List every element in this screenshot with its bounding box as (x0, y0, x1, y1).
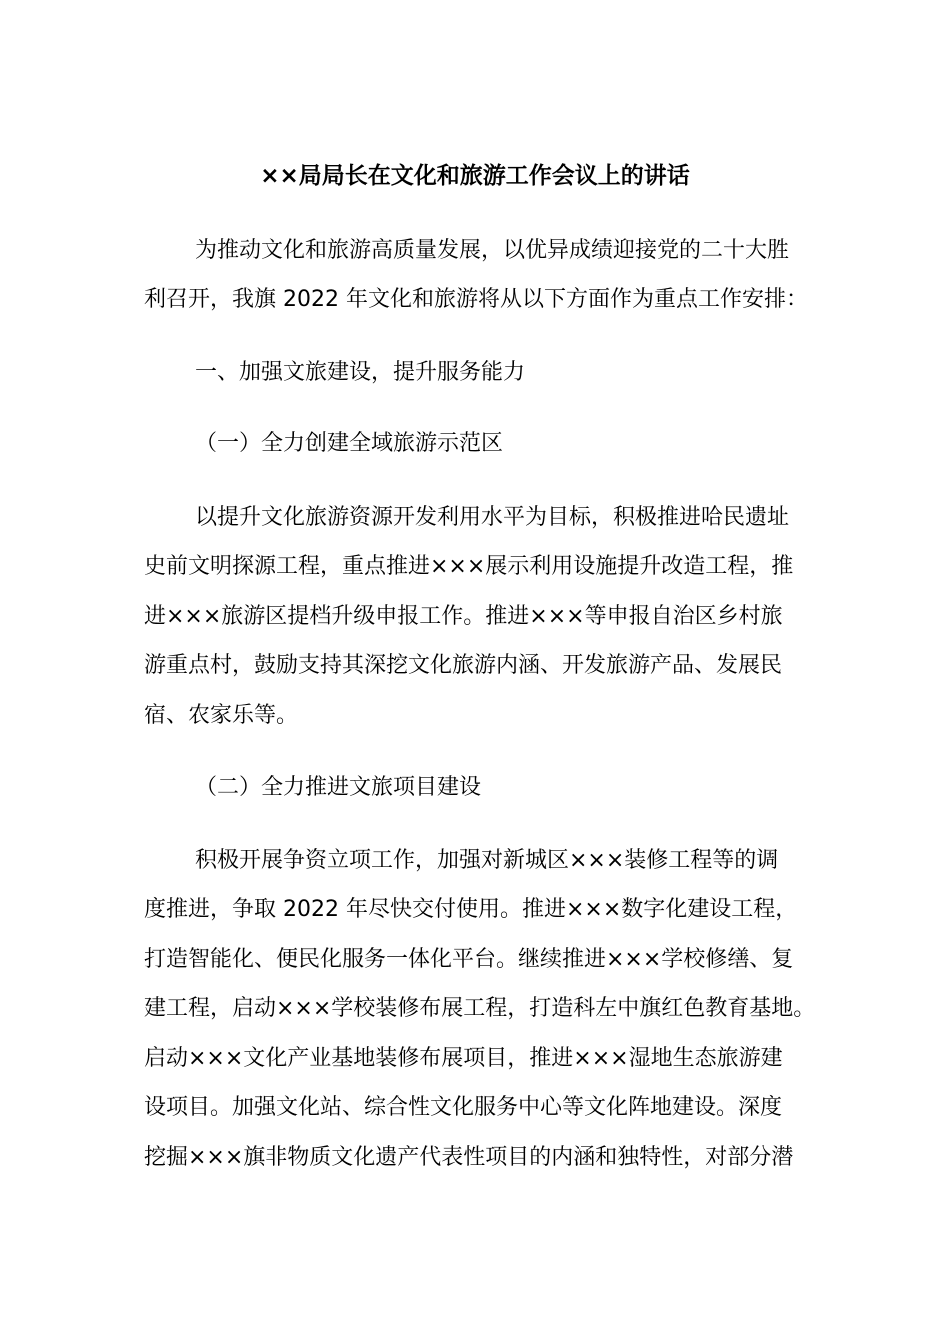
document-title: ××局局长在文化和旅游工作会议上的讲话 (260, 163, 690, 189)
paragraph-line: 打造智能化、便民化服务一体化平台。继续推进×××学校修缮、复 (144, 947, 794, 972)
paragraph-line: 为推动文化和旅游高质量发展，以优异成绩迎接党的二十大胜 (195, 238, 790, 263)
section-heading: 一、加强文旅建设，提升服务能力 (195, 360, 526, 385)
paragraph-line: 建工程，启动×××学校装修布展工程，打造科左中旗红色教育基地。 (144, 996, 816, 1021)
paragraph-line: 游重点村，鼓励支持其深挖文化旅游内涵、开发旅游产品、发展民 (144, 653, 783, 678)
paragraph-line: 挖掘×××旗非物质文化遗产代表性项目的内涵和独特性，对部分潜 (144, 1145, 794, 1170)
subsection-heading: （一）全力创建全域旅游示范区 (195, 431, 504, 456)
paragraph-line: 史前文明探源工程，重点推进×××展示利用设施提升改造工程，推 (144, 554, 794, 579)
paragraph-line: 以提升文化旅游资源开发利用水平为目标，积极推进哈民遗址 (195, 505, 790, 530)
paragraph-line: 积极开展争资立项工作，加强对新城区×××装修工程等的调 (195, 848, 779, 873)
paragraph-line: 启动×××文化产业基地装修布展项目，推进×××湿地生态旅游建 (144, 1046, 783, 1071)
paragraph-line: 设项目。加强文化站、综合性文化服务中心等文化阵地建设。深度 (144, 1095, 783, 1120)
paragraph-line: 进×××旅游区提档升级申报工作。推进×××等申报自治区乡村旅 (144, 604, 783, 629)
paragraph-line: 宿、农家乐等。 (144, 703, 299, 728)
paragraph-line: 度推进，争取 2022 年尽快交付使用。推进×××数字化建设工程， (144, 897, 798, 922)
paragraph-line: 利召开，我旗 2022 年文化和旅游将从以下方面作为重点工作安排： (144, 287, 808, 312)
subsection-heading: （二）全力推进文旅项目建设 (195, 775, 482, 800)
